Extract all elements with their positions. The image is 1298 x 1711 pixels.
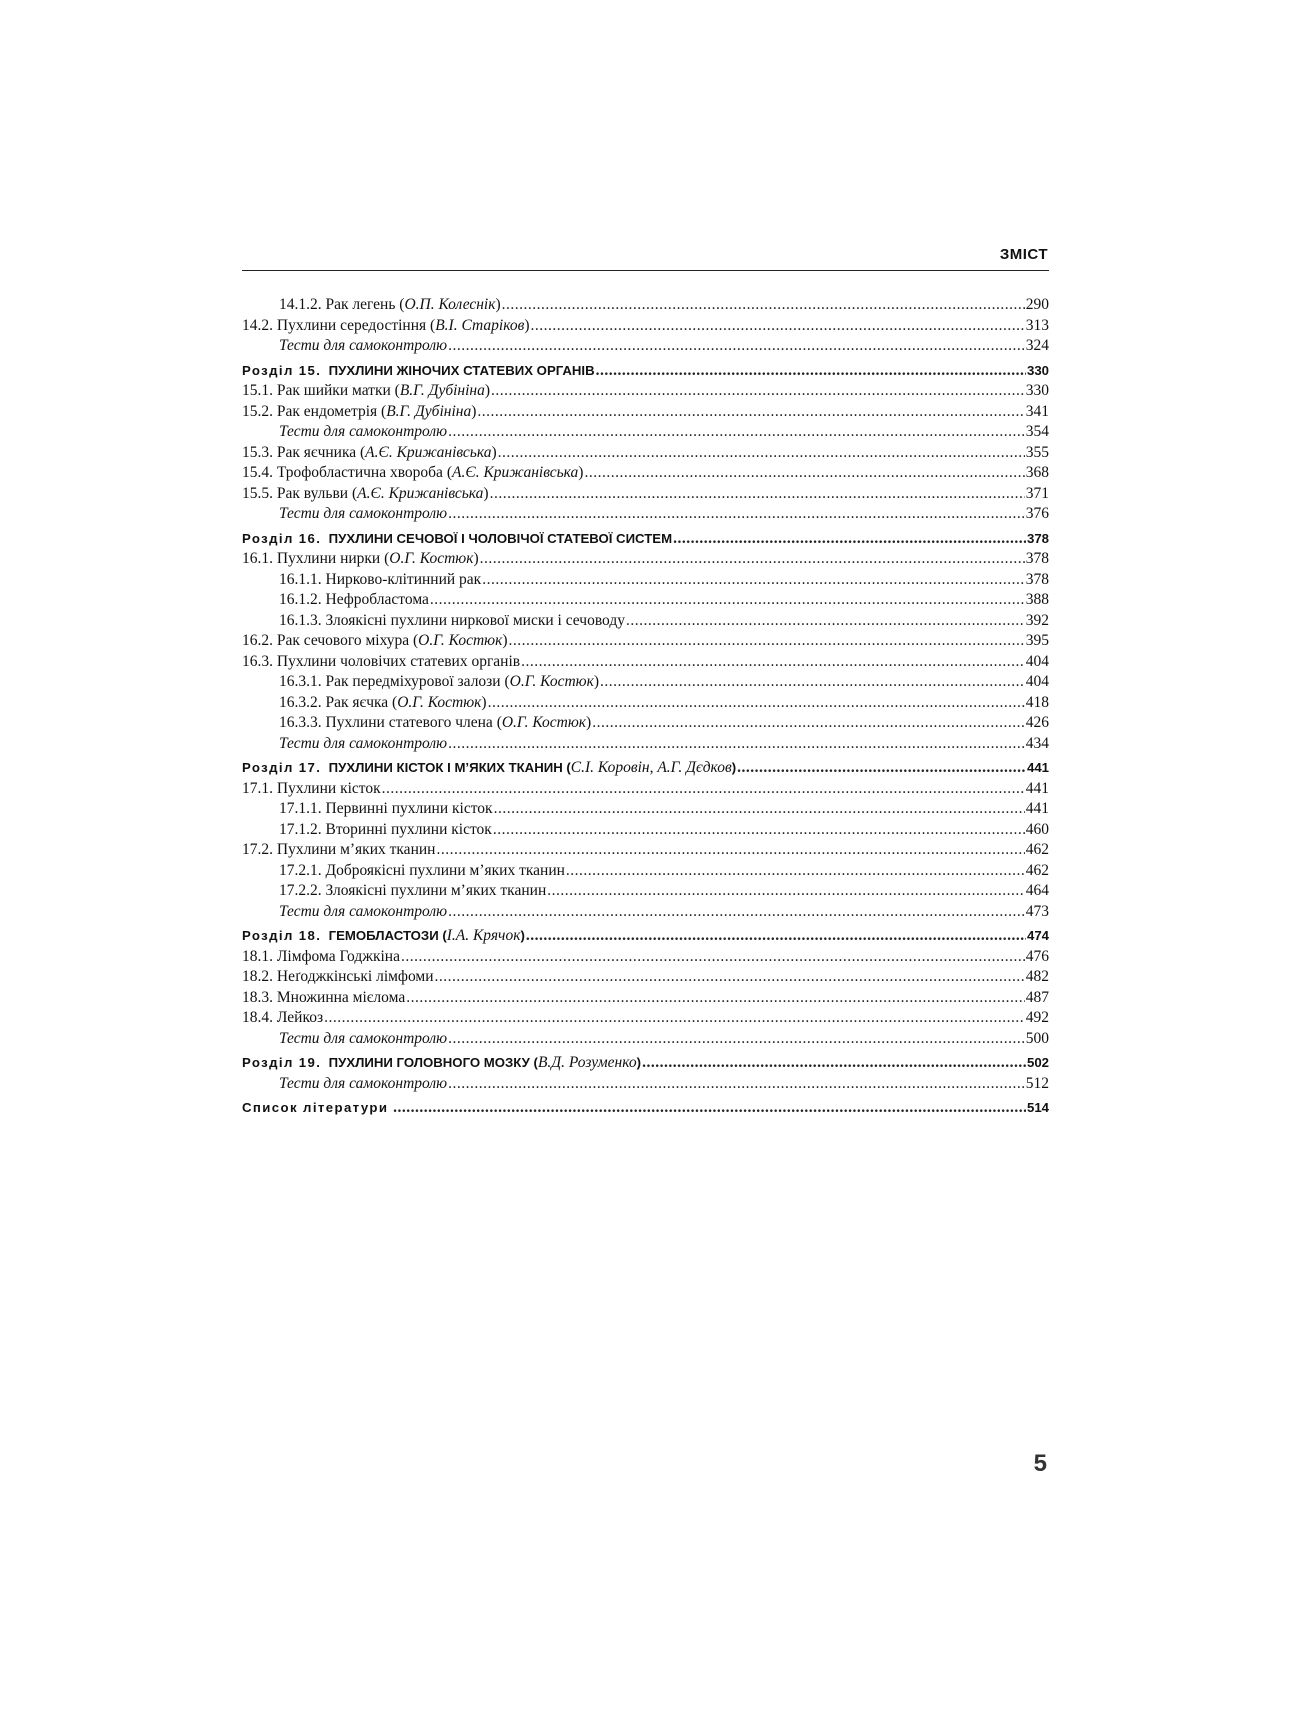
toc-entry-title [242,652,520,673]
toc-dot-leader [448,734,1025,755]
toc-entry-label: Пухлини нирки [276,550,381,567]
toc-entry-label: Тести для самоконтролю [279,505,448,522]
toc-dot-leader [737,758,1026,779]
toc-entry [242,988,1049,1009]
toc-dot-leader [493,820,1025,841]
toc-entry-title [279,422,447,443]
toc-entry [242,693,1049,714]
toc-entry-number: 16.1. [242,550,273,567]
toc-dot-leader [596,361,1026,382]
toc-entry-number: 16.3. [242,652,273,670]
toc-dot-leader [436,840,1024,861]
toc-entry-label: ПУХЛИНИ СЕЧОВОЇ І ЧОЛОВІЧОЇ СТАТЕВОЇ СИСТЕМ [328,530,673,546]
toc-entry-page: 404 [1025,673,1049,690]
toc-entry [242,799,1049,820]
toc-entry [242,529,1049,550]
toc-entry-title [279,881,546,902]
toc-entry-page: 378 [1025,570,1049,588]
running-header-title: ЗМІСТ [999,246,1048,263]
toc-entry-label: Пухлини середостіння [276,316,427,334]
toc-entry [242,967,1049,988]
toc-entry-number: 17.2. [242,841,273,858]
toc-entry-author: А.Є. Крижанівська [357,484,484,502]
toc-entry-page: 487 [1025,988,1049,1006]
toc-entry-title [242,988,405,1009]
toc-entry [242,631,1049,652]
toc-entry-number: Розділ 19. [242,1055,322,1070]
toc-entry [242,402,1049,423]
toc-dot-leader [494,799,1025,820]
toc-entry-title [279,799,493,820]
toc-entry-title [279,1074,447,1095]
toc-entry-label: Рак вульви [276,484,349,502]
toc-dot-leader [521,652,1025,673]
toc-entry-page: 476 [1025,947,1049,965]
toc-entry [242,713,1049,734]
toc-entry [242,734,1049,755]
toc-entry-number: Розділ 16. [242,530,322,546]
toc-entry-number: 16.1.3. [279,611,322,629]
toc-entry-page: 492 [1025,1009,1049,1026]
toc-entry-label: Тести для самоконтролю [279,337,448,354]
toc-entry-page: 441 [1026,760,1049,775]
toc-dot-leader [642,1053,1026,1074]
toc-entry-author: В.Д. Розуменко [537,1054,637,1071]
toc-entry-title [279,590,429,611]
toc-entry-page: 341 [1025,402,1049,420]
toc-entry-label: Рак передміхурової залози [325,673,501,690]
toc-dot-leader [531,316,1025,337]
toc-entry-page: 395 [1025,632,1049,649]
toc-entry-title [279,1029,447,1050]
toc-entry [242,336,1049,357]
toc-entry-page: 355 [1025,443,1049,461]
page-number: 5 [1033,1450,1047,1477]
toc-entry [242,484,1049,505]
toc-entry-page: 354 [1025,423,1049,440]
toc-entry-page: 500 [1025,1029,1049,1047]
table-of-contents [242,295,1049,1119]
toc-entry-number: Розділ 17. [242,760,322,775]
toc-entry-author: О.Г. Костюк [389,550,474,567]
toc-entry-page: 378 [1025,550,1049,567]
toc-entry-title [242,1098,392,1119]
toc-entry-label: Неґоджкінські лімфоми [276,968,434,985]
toc-entry [242,820,1049,841]
toc-entry-title [279,611,625,632]
toc-dot-leader [477,402,1024,423]
toc-entry [242,1074,1049,1095]
toc-entry-page: 502 [1026,1055,1049,1070]
toc-entry-label: Пухлини кісток [276,779,381,797]
toc-entry [242,1029,1049,1050]
toc-entry-label: Тести для самоконтролю [279,734,448,752]
toc-entry-title: Розділ 18. ГЕМОБЛАСТОЗИ (І.А. Крячок) [242,927,525,944]
toc-entry-label: Множинна мієлома [276,988,406,1006]
toc-entry-title: 15.5. Рак вульви (А.Є. Крижанівська) [242,484,489,502]
toc-entry-title [242,1008,323,1029]
toc-entry-title [242,779,381,800]
toc-entry [242,361,1049,382]
toc-entry-number: 16.1.1. [279,570,322,588]
toc-entry-label: Нирково-клітинний рак [325,570,482,588]
toc-entry-title [279,902,447,923]
toc-entry-number: Розділ 15. [242,362,322,378]
toc-entry-label: Лейкоз [276,1009,324,1026]
toc-dot-leader [491,381,1025,402]
toc-dot-leader [490,484,1025,505]
toc-entry-page: 512 [1025,1074,1049,1092]
toc-entry [242,504,1049,525]
toc-entry-page: 482 [1025,968,1049,985]
toc-entry-label: Рак яєчка [325,693,389,711]
toc-entry-author: О.Г. Костюк [501,714,587,731]
toc-entry-author: О.П. Колеснік [404,296,496,313]
toc-entry-number: 16.1.2. [279,591,322,608]
toc-entry [242,1098,1049,1119]
toc-entry-label: ПУХЛИНИ ГОЛОВНОГО МОЗКУ [328,1055,530,1070]
toc-entry-title: 16.1. Пухлини нирки (О.Г. Костюк) [242,550,479,567]
toc-dot-leader [566,861,1025,882]
toc-entry-number: 18.1. [242,947,273,965]
toc-dot-leader [448,422,1025,443]
toc-entry-title: 15.2. Рак ендометрія (В.Г. Дубініна) [242,402,477,420]
toc-entry-label: ПУХЛИНИ КІСТОК І М’ЯКИХ ТКАНИН [328,760,563,775]
toc-entry-label: Нефробластома [325,591,429,608]
toc-entry-title [242,840,435,861]
toc-entry-label: Рак ендометрія [276,402,378,420]
toc-dot-leader [584,463,1024,484]
toc-entry-page: 426 [1025,714,1049,731]
toc-entry-number: 15.2. [242,402,273,420]
toc-entry [242,652,1049,673]
toc-entry-title [242,967,434,988]
toc-entry-title [242,947,400,968]
toc-dot-leader [448,1074,1025,1095]
toc-entry-title [279,336,447,357]
toc-entry-label: Злоякісні пухлини ниркової миски і сечоводу [325,611,625,629]
toc-dot-leader [482,570,1025,591]
toc-entry-author: О.Г. Костюк [397,693,482,711]
toc-entry-number: 18.2. [242,968,273,985]
toc-entry-label: Тести для самоконтролю [279,1074,448,1092]
toc-entry-page: 462 [1025,841,1049,858]
toc-entry [242,861,1049,882]
header-rule [242,270,1049,271]
toc-entry [242,758,1049,779]
toc-dot-leader [448,504,1025,525]
toc-entry-title: 14.1.2. Рак легень (О.П. Колеснік) [279,296,501,313]
toc-entry-page: 514 [1026,1100,1049,1115]
toc-entry-number: 17.1.2. [279,820,322,838]
toc-entry [242,611,1049,632]
toc-entry-title: 15.3. Рак яєчника (А.Є. Крижанівська) [242,443,497,461]
toc-entry-title [242,529,672,550]
toc-entry-author: О.Г. Костюк [418,632,503,649]
toc-entry-label: Рак яєчника [276,443,357,461]
toc-entry-label: Пухлини м’яких тканин [276,841,436,858]
toc-entry [242,881,1049,902]
toc-entry-page: 290 [1025,296,1049,313]
toc-entry-author: С.І. Коровін, А.Г. Дєдков [570,759,732,776]
toc-dot-leader [502,295,1025,316]
toc-dot-leader [448,902,1025,923]
toc-entry-page: 462 [1025,861,1049,879]
toc-entry-author: В.І. Старіков [435,316,525,334]
toc-entry [242,779,1049,800]
toc-entry-label: ГЕМОБЛАСТОЗИ [328,928,439,943]
toc-entry-title [279,861,565,882]
toc-entry-number: 17.1.1. [279,800,322,817]
toc-entry-label: Тести для самоконтролю [279,423,448,440]
toc-entry-page: 371 [1025,484,1049,502]
toc-entry-title: 16.2. Рак сечового міхура (О.Г. Костюк) [242,632,508,649]
toc-entry-page: 464 [1025,882,1049,899]
toc-entry-page: 434 [1025,734,1049,752]
toc-entry-title [279,820,492,841]
toc-entry-author: В.Г. Дубініна [386,402,472,420]
toc-entry [242,316,1049,337]
toc-dot-leader [592,713,1025,734]
toc-entry-number: Список літератури [242,1100,389,1115]
toc-entry-page: 368 [1025,464,1049,481]
toc-entry-page: 441 [1025,779,1049,797]
toc-entry-title: 16.3.3. Пухлини статевого члена (О.Г. Костюк) [279,714,592,731]
toc-dot-leader [435,967,1025,988]
toc-entry-label: Лімфома Годжкіна [276,947,400,965]
toc-entry [242,672,1049,693]
toc-entry-number: 17.1. [242,779,273,797]
toc-entry-label: Доброякісні пухлини м’яких тканин [325,861,565,879]
toc-entry-page: 330 [1026,362,1049,378]
toc-dot-leader [382,779,1025,800]
toc-entry [242,422,1049,443]
toc-entry [242,947,1049,968]
toc-entry [242,840,1049,861]
toc-entry-author: В.Г. Дубініна [399,382,485,399]
toc-dot-leader [448,336,1025,357]
toc-entry-label: Вторинні пухлини кісток [325,820,492,838]
toc-entry-number: 18.3. [242,988,273,1006]
toc-entry [242,926,1049,947]
toc-entry-number: Розділ 18. [242,928,322,943]
toc-entry-page: 388 [1025,591,1049,608]
toc-entry-number: 16.2. [242,632,273,649]
toc-entry-title: Розділ 19. ПУХЛИНИ ГОЛОВНОГО МОЗКУ (В.Д. Розуменко) [242,1054,642,1071]
toc-entry [242,590,1049,611]
toc-entry-page: 313 [1025,316,1049,334]
toc-entry-label: Тести для самоконтролю [279,902,448,920]
toc-entry-number: 14.1.2. [279,296,322,313]
toc-entry-number: 17.2.1. [279,861,322,879]
toc-entry-page: 418 [1025,693,1049,711]
toc-dot-leader [324,1008,1025,1029]
toc-dot-leader [673,529,1026,550]
toc-entry [242,295,1049,316]
toc-entry-number: 15.1. [242,382,273,399]
toc-entry-author: А.Є. Крижанівська [365,443,492,461]
toc-entry-author: А.Є. Крижанівська [451,464,579,481]
toc-dot-leader [480,549,1025,570]
toc-entry-page: 441 [1025,800,1049,817]
toc-dot-leader [626,611,1025,632]
toc-entry-label: Пухлини чоловічих статевих органів [276,652,521,670]
toc-dot-leader [600,672,1025,693]
toc-dot-leader [401,947,1025,968]
toc-entry-title: Розділ 17. ПУХЛИНИ КІСТОК І М’ЯКИХ ТКАНИН (С.І. Коровін, А.Г. Дєдков) [242,759,737,776]
toc-entry-number: 15.4. [242,464,273,481]
toc-entry-page: 473 [1025,902,1049,920]
toc-entry-number: 15.5. [242,484,273,502]
toc-entry [242,463,1049,484]
toc-entry-page: 376 [1025,505,1049,522]
toc-entry-number: 15.3. [242,443,273,461]
toc-entry-page: 378 [1026,530,1049,546]
toc-entry-page: 330 [1025,382,1049,399]
toc-entry-title: 16.3.1. Рак передміхурової залози (О.Г. Костюк) [279,673,600,690]
toc-entry-label: Трофобластична хвороба [276,464,443,481]
toc-entry-label: ПУХЛИНИ ЖІНОЧИХ СТАТЕВИХ ОРГАНІВ [328,362,595,378]
toc-dot-leader [448,1029,1025,1050]
toc-entry-number: 18.4. [242,1009,273,1026]
toc-entry-author: І.А. Крячок [446,927,521,944]
toc-entry-title [279,570,481,591]
toc-entry [242,1053,1049,1074]
toc-entry-title [279,734,447,755]
toc-entry-number: 16.3.3. [279,714,322,731]
toc-entry-number: 16.3.2. [279,693,322,711]
toc-entry-page: 404 [1025,652,1049,670]
toc-entry-label: Рак шийки матки [276,382,391,399]
toc-entry-title: 14.2. Пухлини середостіння (В.І. Старіков) [242,316,530,334]
toc-dot-leader [509,631,1025,652]
toc-entry-label: Первинні пухлини кісток [325,800,493,817]
toc-entry-label: Злоякісні пухлини м’яких тканин [325,882,547,899]
toc-dot-leader [526,926,1026,947]
toc-entry-page: 392 [1025,611,1049,629]
toc-entry [242,902,1049,923]
toc-entry-number: 16.3.1. [279,673,322,690]
toc-entry [242,443,1049,464]
toc-entry-author: О.Г. Костюк [509,673,594,690]
toc-entry-label: Тести для самоконтролю [279,1029,448,1047]
toc-entry-label: Пухлини статевого члена [325,714,493,731]
toc-entry-title [242,361,595,382]
toc-entry-page: 460 [1025,820,1049,838]
toc-dot-leader [547,881,1025,902]
toc-entry-title: 15.1. Рак шийки матки (В.Г. Дубініна) [242,382,491,399]
toc-entry-label: Рак легень [325,296,396,313]
toc-dot-leader [488,693,1025,714]
toc-entry-page: 474 [1026,928,1049,943]
toc-entry-label: Рак сечового міхура [276,632,410,649]
toc-entry-number: 14.2. [242,316,273,334]
toc-entry-number: 17.2.2. [279,882,322,899]
toc-dot-leader [393,1098,1026,1119]
toc-dot-leader [430,590,1025,611]
toc-entry [242,381,1049,402]
toc-entry [242,549,1049,570]
toc-entry-title: 16.3.2. Рак яєчка (О.Г. Костюк) [279,693,487,711]
toc-entry [242,1008,1049,1029]
toc-dot-leader [406,988,1025,1009]
toc-entry-title [279,504,447,525]
toc-dot-leader [498,443,1025,464]
toc-entry-page: 324 [1025,337,1049,354]
toc-entry-title: 15.4. Трофобластична хвороба (А.Є. Крижанівська) [242,464,584,481]
toc-entry [242,570,1049,591]
